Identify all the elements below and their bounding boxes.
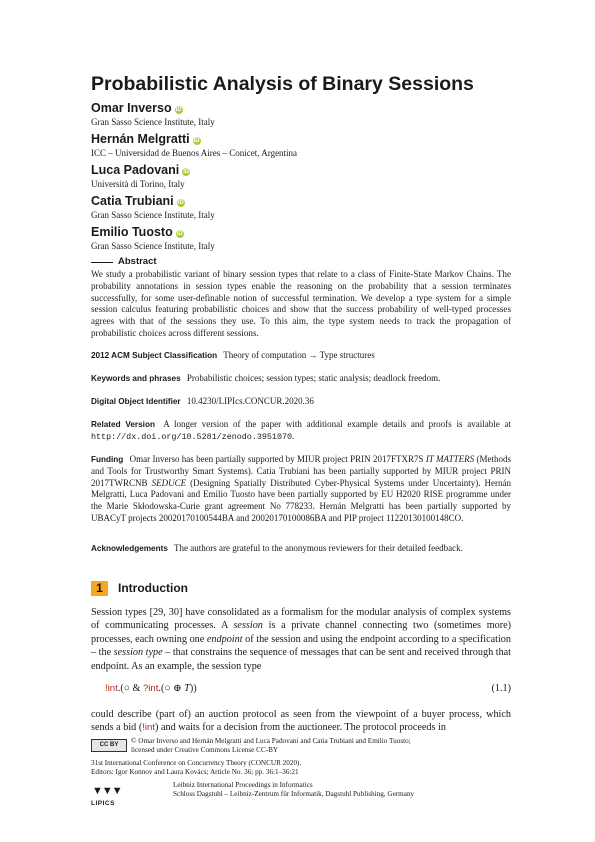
section-number: 1 [91, 581, 108, 596]
abstract-rule [91, 262, 113, 263]
abstract-text: We study a probabilistic variant of binary session types that relate to a class of Finite-State Markov Chains. The probability annotations in session types enable the reasoning on the probability that a session terminates successfully, for some user-definable notion of successful termination. We develop a type system for a simple session calculus featuring probabilistic choices and show that the success probability of well-typed processes agrees with that of the sessions they use. To this aim, the type system needs to track the propagation of probabilistic choices across different sessions. [91, 269, 511, 338]
eq-output-int: !int [105, 683, 118, 694]
author-name: Hernán Melgratti [91, 132, 190, 146]
orcid-icon[interactable]: iD [183, 169, 190, 175]
author-name: Luca Padovani [91, 163, 180, 177]
acm-label: 2012 ACM Subject Classification [91, 351, 218, 360]
author-entry [91, 192, 511, 223]
eq-part: )) [189, 683, 197, 694]
intro-emph-session-type: session type [113, 647, 163, 659]
section-heading [91, 581, 511, 597]
keywords [91, 373, 511, 385]
lipics-logo-icon: ▼▼▼ [92, 785, 122, 797]
eq-part: .(○ & [117, 683, 143, 694]
equation-number: (1.1) [491, 683, 511, 694]
author-affiliation: Gran Sasso Science Institute, Italy [91, 117, 215, 127]
footer-license: licensed under Creative Commons License CC-BY [131, 746, 279, 754]
author-affiliation: Gran Sasso Science Institute, Italy [91, 241, 215, 251]
acknowledgements [91, 543, 511, 555]
funding-text-2: (Methods and Tools for Trustworthy Smart Systems). Catia Trubiani has been partially supported by MIUR project PRIN 2017TWRCNB [91, 454, 511, 488]
intro-text: Session types [29, 30] have consolidated as a formalism for the modular analysis of complex systems of communicating processes. A [91, 607, 511, 632]
author-name: Emilio Tuosto [91, 225, 173, 239]
related-label: Related Version [91, 420, 155, 429]
intro-paragraph [91, 606, 511, 673]
related-version: Related Version A longer version of the paper with additional example details and proofs is available at http://dx.doi.org/10.5281/zenodo.3951070. [91, 419, 511, 442]
intro-emph-session: session [233, 620, 263, 632]
funding-text-1: Omar Inverso has been partially supported by MIUR project PRIN 2017FTXR7S [129, 454, 424, 464]
funding-label: Funding [91, 455, 124, 464]
orcid-icon[interactable]: iD [176, 231, 183, 237]
keywords-label: Keywords and phrases [91, 374, 181, 383]
acm-classification [91, 350, 511, 362]
lipics-wordmark: LIPICS [91, 800, 115, 807]
intro-text: could describe (part of) an auction protocol as seen from the viewpoint of a buyer process, which sends a bid ( [91, 709, 511, 734]
related-link[interactable]: http://dx.doi.org/10.5281/zenodo.3951070 [91, 431, 293, 442]
orcid-icon[interactable]: iD [177, 200, 184, 206]
funding-text-3: (Designing Spatially Distributed Cyber-Physical Systems under Uncertainty). Hernán Melgratti, Luca Padovani and Emilio Tuosto have been partially supported by EU H2020 RISE programme under the Marie Skłodowska-Curie grant agreement No 778233. Hernán Melgratti has been partially supported by UBACyT projects 20020170100544BA and 20020170100086BA and PIP project 11220130100148CO. [91, 477, 512, 523]
footer-series: Leibniz International Proceedings in Informatics [173, 781, 313, 789]
doi-label: Digital Object Identifier [91, 397, 181, 406]
author-name: Catia Trubiani [91, 194, 174, 208]
funding-project-it-matters: IT MATTERS [425, 454, 475, 464]
ack-value: The authors are grateful to the anonymous reviewers for their detailed feedback. [173, 543, 463, 553]
author-entry [91, 99, 511, 130]
author-entry [91, 130, 511, 161]
author-list [91, 99, 511, 254]
intro-text: is a private channel connecting two (sometimes more) processes, each owning one [91, 620, 512, 645]
eq-input-int: ?int [142, 683, 159, 694]
acm-value: Theory of computation → Type structures [223, 350, 375, 360]
author-affiliation: Gran Sasso Science Institute, Italy [91, 210, 215, 220]
section-title: Introduction [118, 581, 188, 595]
abstract-heading [91, 256, 511, 268]
eq-output-int: !int [142, 722, 156, 734]
intro-text: of the session and using the endpoint according to a specification – the [91, 633, 511, 659]
paper-title: Probabilistic Analysis of Binary Sessions [91, 73, 474, 95]
eq-type-var: T [184, 683, 190, 694]
footer-editors: Editors: Igor Konnov and Laura Kovács; Article No. 36; pp. 36:1–36:21 [91, 768, 299, 776]
author-entry [91, 223, 511, 254]
cc-license-badge[interactable]: CC BY [91, 739, 127, 752]
author-affiliation: ICC – Universidad de Buenos Aires – Conicet, Argentina [91, 148, 298, 158]
related-value: A longer version of the paper with additional example details and proofs is available at [163, 419, 511, 429]
orcid-icon[interactable]: iD [175, 107, 182, 113]
equation-expression [105, 682, 197, 696]
intro-paragraph-2 [91, 708, 511, 735]
funding-project-seduce: SEDUCE [151, 477, 187, 488]
equation-1-1 [91, 682, 511, 696]
footer-publisher: Schloss Dagstuhl – Leibniz-Zentrum für Informatik, Dagstuhl Publishing, Germany [173, 790, 415, 798]
keywords-value: Probabilistic choices; session types; static analysis; deadlock freedom. [186, 373, 441, 383]
author-name: Omar Inverso [91, 101, 172, 115]
intro-text: – that constrains the sequence of messages that can be sent and received through that endpoint. As an example, the session type [91, 647, 512, 672]
footer-copyright: © Omar Inverso and Hernán Melgratti and Luca Padovani and Catia Trubiani and Emilio Tuosto; [131, 737, 411, 745]
funding [91, 454, 511, 525]
intro-text: ) and waits for a decision from the auctioneer. The protocol proceeds in [155, 722, 446, 734]
author-affiliation: Università di Torino, Italy [91, 179, 185, 189]
footer-conference: 31st International Conference on Concurrency Theory (CONCUR 2020). [91, 759, 302, 767]
lipics-logo [91, 787, 125, 809]
eq-part: .(○ ⊕ [158, 683, 185, 694]
intro-emph-endpoint: endpoint [206, 633, 243, 645]
orcid-icon[interactable]: iD [193, 138, 200, 144]
doi [91, 396, 511, 408]
doi-value[interactable]: 10.4230/LIPIcs.CONCUR.2020.36 [186, 396, 314, 406]
abstract-heading-label: Abstract [118, 256, 157, 267]
author-entry [91, 161, 511, 192]
ack-label: Acknowledgements [91, 544, 168, 553]
